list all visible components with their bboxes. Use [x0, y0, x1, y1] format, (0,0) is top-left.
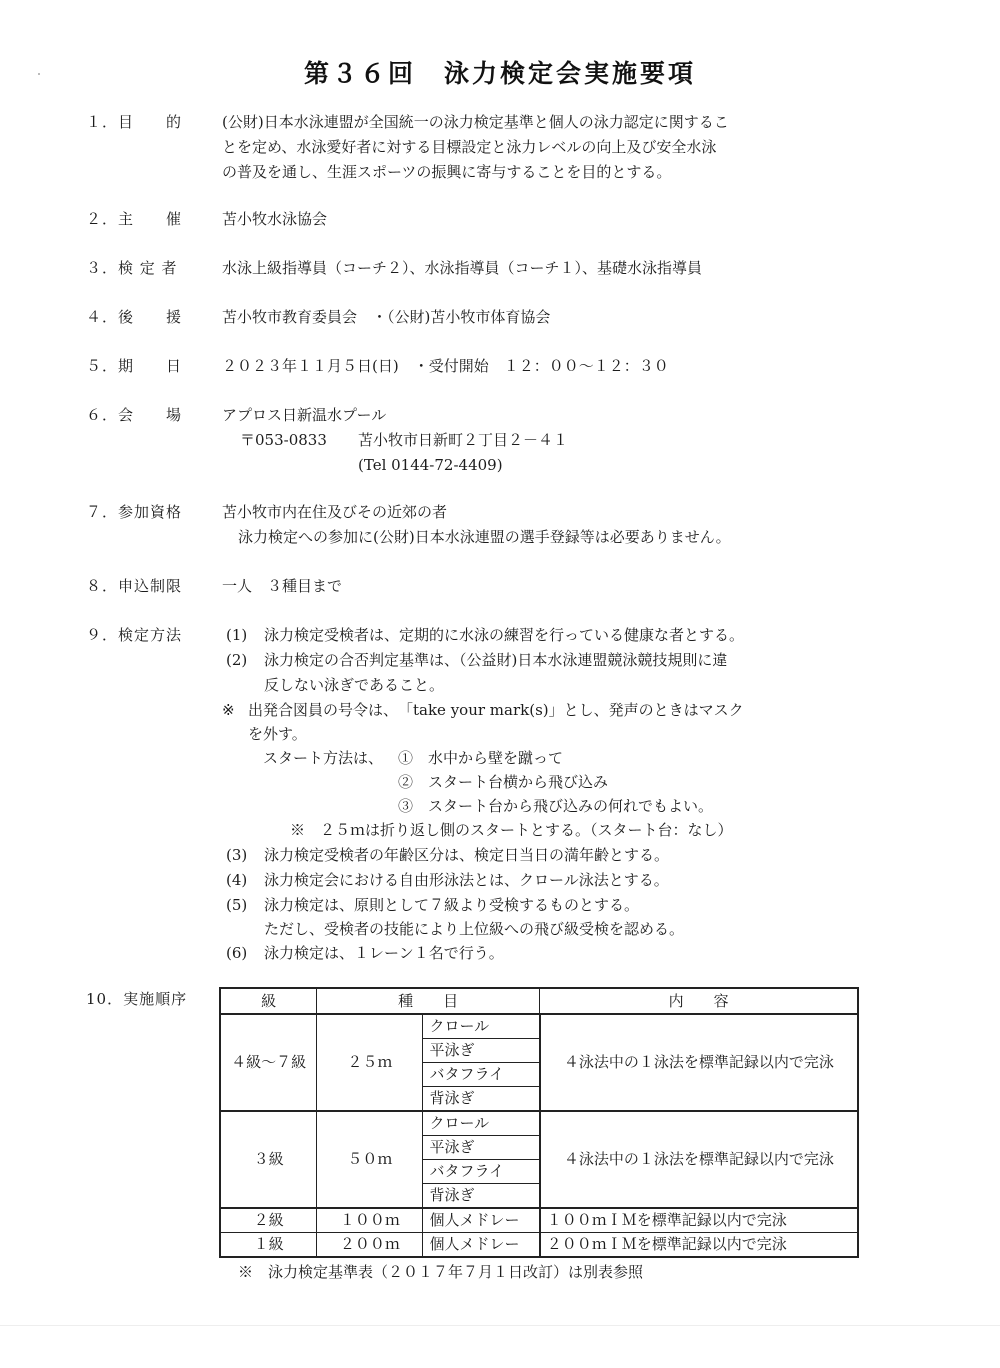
start-method-2: ② スタート台横から飛び込み	[398, 773, 609, 791]
distance-cell: １００ｍ	[317, 1208, 423, 1233]
document-title: 第３６回 泳力検定会実施要項	[303, 59, 696, 88]
section-4-text: 苫小牧市教育委員会 ・（公財)苫小牧市体育協会	[222, 308, 551, 326]
method-item-1-text: 泳力検定受検者は、定期的に水泳の練習を行っている健康な者とする。	[264, 626, 745, 644]
method-item-4-text: 泳力検定会における自由形泳法とは、クロール泳法とする。	[264, 871, 669, 889]
section-10-heading: 10．実施順序	[86, 990, 188, 1008]
stroke-cell: 背泳ぎ	[423, 1087, 540, 1112]
section-7-heading: ７．参加資格	[86, 503, 183, 521]
stroke-cell: 背泳ぎ	[423, 1184, 540, 1209]
method-item-6-text: 泳力検定は、１レーン１名で行う。	[264, 944, 504, 962]
section-9-heading: ９．検定方法	[86, 626, 183, 644]
section-8-heading: ８．申込制限	[86, 577, 183, 595]
header-grade: 級	[220, 988, 317, 1014]
method-item-1-mark: (1)	[226, 626, 248, 644]
table-row	[220, 1233, 858, 1258]
method-item-2-cont: 反しない泳ぎであること。	[264, 676, 445, 694]
content-cell: ２００ｍＩＭを標準記録以内で完泳	[540, 1233, 858, 1258]
section-8-text: 一人 ３種目まで	[222, 577, 343, 595]
section-6-heading: ６．会 場	[86, 406, 183, 424]
table-row	[220, 1208, 858, 1233]
section-5-heading: ５．期 日	[86, 357, 183, 375]
start-method-1: ① 水中から壁を蹴って	[398, 749, 564, 767]
stroke-cell: 個人メドレー	[423, 1208, 540, 1233]
section-3-heading: ３．検 定 者	[86, 259, 178, 277]
stroke-cell: バタフライ	[423, 1160, 540, 1184]
method-item-6-mark: (6)	[226, 944, 248, 962]
header-event: 種 目	[317, 988, 540, 1014]
section-4-heading: ４．後 援	[86, 308, 183, 326]
grade-table	[219, 987, 859, 1258]
method-note-text: 出発合図員の号令は、 「take your mark(s)」とし、発声のときはマスク	[248, 701, 744, 719]
distance-cell: ２００ｍ	[317, 1233, 423, 1258]
table-footnote: ※ 泳力検定基準表（２０１７年７月１日改訂）は別表参照	[238, 1263, 644, 1281]
method-item-2-text: 泳力検定の合否判定基準は、（公益財)日本水泳連盟競泳競技規則に違	[264, 651, 728, 669]
table-row	[220, 1014, 858, 1039]
stroke-cell: クロール	[423, 1111, 540, 1136]
distance-cell: ２５ｍ	[317, 1014, 423, 1111]
section-1-line-3: の普及を通し、生涯スポーツの振興に寄与することを目的とする。	[222, 163, 672, 181]
start-method-note: ※ ２５ｍは折り返し側のスタートとする。（スタート台：なし）	[290, 821, 733, 839]
method-item-5-text: 泳力検定は、原則として７級より受検するものとする。	[264, 896, 640, 914]
section-2-heading: ２．主 催	[86, 210, 183, 228]
content-cell: １００ｍＩＭを標準記録以内で完泳	[540, 1208, 858, 1233]
venue-tel: (Tel 0144-72-4409)	[358, 456, 503, 474]
venue-address: 苫小牧市日新町２丁目２－４１	[358, 431, 569, 449]
section-3-text: 水泳上級指導員（コーチ２）、水泳指導員（コーチ１）、基礎水泳指導員	[222, 259, 703, 277]
grade-cell: ３級	[220, 1111, 317, 1208]
stroke-cell: 個人メドレー	[423, 1233, 540, 1258]
section-7-line-1: 苫小牧市内在住及びその近郊の者	[222, 503, 448, 521]
method-item-5-cont: ただし、受検者の技能により上位級への飛び級受検を認める。	[264, 920, 685, 938]
method-item-3-mark: (3)	[226, 846, 248, 864]
method-item-3-text: 泳力検定受検者の年齢区分は、検定日当日の満年齢とする。	[264, 846, 670, 864]
venue-name: アプロス日新温水プール	[222, 406, 387, 424]
table-row	[220, 1111, 858, 1136]
distance-cell: ５０ｍ	[317, 1111, 423, 1208]
table-header-row	[220, 988, 858, 1014]
stroke-cell: 平泳ぎ	[423, 1136, 540, 1160]
scan-edge-line	[0, 1325, 1000, 1326]
grade-cell: ２級	[220, 1208, 317, 1233]
section-7-line-2: 泳力検定への参加に(公財)日本水泳連盟の選手登録等は必要ありません。	[238, 528, 731, 546]
stroke-cell: クロール	[423, 1014, 540, 1039]
stroke-cell: バタフライ	[423, 1063, 540, 1087]
venue-postal-code: 〒053-0833	[240, 431, 327, 449]
header-content: 内 容	[540, 988, 858, 1014]
section-1-line-1: (公財)日本水泳連盟が全国統一の泳力検定基準と個人の泳力認定に関するこ	[222, 113, 729, 131]
method-item-5-mark: (5)	[226, 896, 248, 914]
section-1-line-2: とを定め、水泳愛好者に対する目標設定と泳力レベルの向上及び安全水泳	[222, 138, 717, 156]
method-note-cont: を外す。	[248, 725, 307, 743]
start-method-3: ③ スタート台から飛び込みの何れでもよい。	[398, 797, 714, 815]
grade-cell: １級	[220, 1233, 317, 1258]
start-method-label: スタート方法は、	[263, 749, 384, 767]
method-item-2-mark: (2)	[226, 651, 248, 669]
content-cell: ４泳法中の１泳法を標準記録以内で完泳	[540, 1111, 858, 1208]
stroke-cell: 平泳ぎ	[423, 1039, 540, 1063]
section-2-text: 苫小牧水泳協会	[222, 210, 328, 228]
method-note-mark: ※	[222, 701, 235, 719]
method-item-4-mark: (4)	[226, 871, 248, 889]
section-1-heading: １．目 的	[86, 113, 183, 131]
grade-cell: ４級～７級	[220, 1014, 317, 1111]
section-5-text: ２０２３年１１月５日(日) ・受付開始 １２：００～１２：３０	[222, 357, 669, 375]
content-cell: ４泳法中の１泳法を標準記録以内で完泳	[540, 1014, 858, 1111]
